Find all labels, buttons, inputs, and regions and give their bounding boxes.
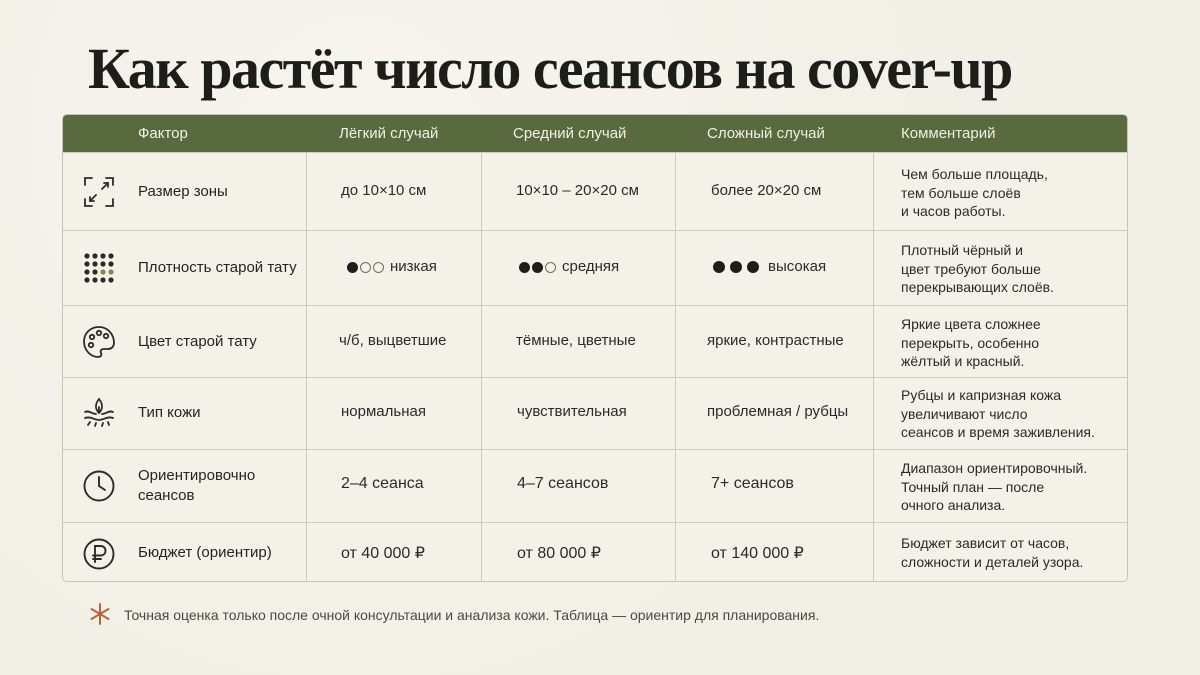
comment-line: Яркие цвета сложнее [901, 316, 1041, 332]
hard-value: 7+ сеансов [711, 475, 794, 492]
comment-line: очного анализа. [901, 497, 1006, 513]
factor-label-line: Ориентировочно [138, 467, 256, 484]
comment-text [901, 315, 1041, 371]
comment-line: Плотный чёрный и [901, 242, 1023, 258]
comment-line: Бюджет зависит от часов, [901, 535, 1070, 551]
table-row [63, 152, 1127, 230]
comment-line: и часов работы. [901, 203, 1006, 219]
table-row [63, 522, 1127, 582]
ruble-coin-icon [81, 536, 117, 572]
sessions-table [62, 114, 1128, 582]
comment-line: тем больше слоёв [901, 184, 1021, 201]
clock-icon [81, 468, 117, 504]
density-dot-filled [347, 262, 358, 273]
skin-layers-icon [81, 395, 117, 431]
comment-text [901, 459, 1087, 515]
density-dot-empty [545, 262, 556, 273]
column-header-medium: Средний случай [513, 125, 627, 142]
table-row [63, 230, 1127, 305]
comment-text [901, 165, 1048, 221]
palette-icon [81, 324, 117, 360]
factor-label: Тип кожи [138, 404, 201, 421]
footnote: Точная оценка только после очной консультации и анализа кожи. Таблица — ориентир для планирования. [124, 607, 820, 623]
page-title: Как растёт число сеансов на cover-up [88, 36, 1012, 101]
hard-value: более 20×20 см [711, 182, 822, 199]
density-dot-filled [730, 261, 742, 273]
hard-value: от 140 000 ₽ [711, 545, 804, 562]
hard-value: высокая [768, 258, 827, 275]
column-header-hard: Сложный случай [707, 125, 825, 142]
density-dot-filled [747, 261, 759, 273]
easy-value: 2–4 сеанса [341, 475, 424, 492]
medium-value: чувствительная [517, 403, 627, 420]
hard-value: проблемная / рубцы [707, 403, 849, 420]
density-dot-empty [360, 262, 371, 273]
factor-label: Плотность старой тату [138, 259, 297, 276]
medium-value: от 80 000 ₽ [517, 545, 601, 562]
medium-value: средняя [562, 258, 620, 275]
hard-density [713, 258, 826, 275]
column-header-factor: Фактор [138, 125, 188, 142]
medium-value: тёмные, цветные [516, 332, 636, 349]
comment-line: перекрывающих слоёв. [901, 279, 1054, 295]
expand-corners-icon [81, 174, 117, 210]
medium-value: 4–7 сеансов [517, 475, 609, 492]
comment-line: увеличивают число [901, 405, 1028, 422]
density-dot-empty [373, 262, 384, 273]
density-dot-filled [713, 261, 725, 273]
density-dots [519, 262, 556, 273]
table-row [63, 305, 1127, 377]
comment-text [901, 241, 1054, 297]
table-row [63, 449, 1127, 522]
easy-value: ч/б, выцветшие [339, 332, 447, 349]
comment-line: цвет требуют больше [901, 260, 1041, 277]
factor-label: Бюджет (ориентир) [138, 544, 272, 561]
comment-line: Чем больше площадь, [901, 166, 1048, 182]
easy-value: до 10×10 см [341, 182, 427, 199]
comment-text [901, 386, 1095, 442]
comment-line: жёлтый и красный. [901, 353, 1025, 369]
comment-text [901, 534, 1083, 571]
medium-value: 10×10 – 20×20 см [516, 182, 639, 199]
medium-density [519, 258, 619, 275]
factor-label [138, 466, 255, 506]
hard-value: яркие, контрастные [707, 332, 844, 349]
comment-line: Диапазон ориентировочный. [901, 460, 1088, 476]
factor-label: Размер зоны [138, 183, 228, 200]
density-dot-filled [519, 262, 530, 273]
dot-grid-icon [81, 250, 117, 286]
comment-line: перекрыть, особенно [901, 334, 1040, 351]
easy-value: нормальная [341, 403, 426, 420]
table-row [63, 377, 1127, 449]
easy-value: от 40 000 ₽ [341, 545, 425, 562]
column-header-comment: Комментарий [901, 125, 996, 142]
comment-line: Точный план — после [901, 478, 1045, 495]
column-header-easy: Лёгкий случай [339, 125, 439, 142]
comment-line: сложности и деталей узора. [901, 553, 1084, 570]
density-dots [713, 261, 762, 273]
table-header [63, 115, 1127, 152]
density-dot-filled [532, 262, 543, 273]
asterisk-icon [88, 602, 112, 626]
comment-line: Рубцы и капризная кожа [901, 387, 1062, 403]
easy-density [347, 258, 437, 275]
density-dots [347, 262, 384, 273]
comment-line: сеансов и время заживления. [901, 424, 1095, 440]
easy-value: низкая [390, 258, 437, 275]
factor-label-line: сеансов [138, 487, 195, 504]
factor-label: Цвет старой тату [138, 333, 257, 350]
